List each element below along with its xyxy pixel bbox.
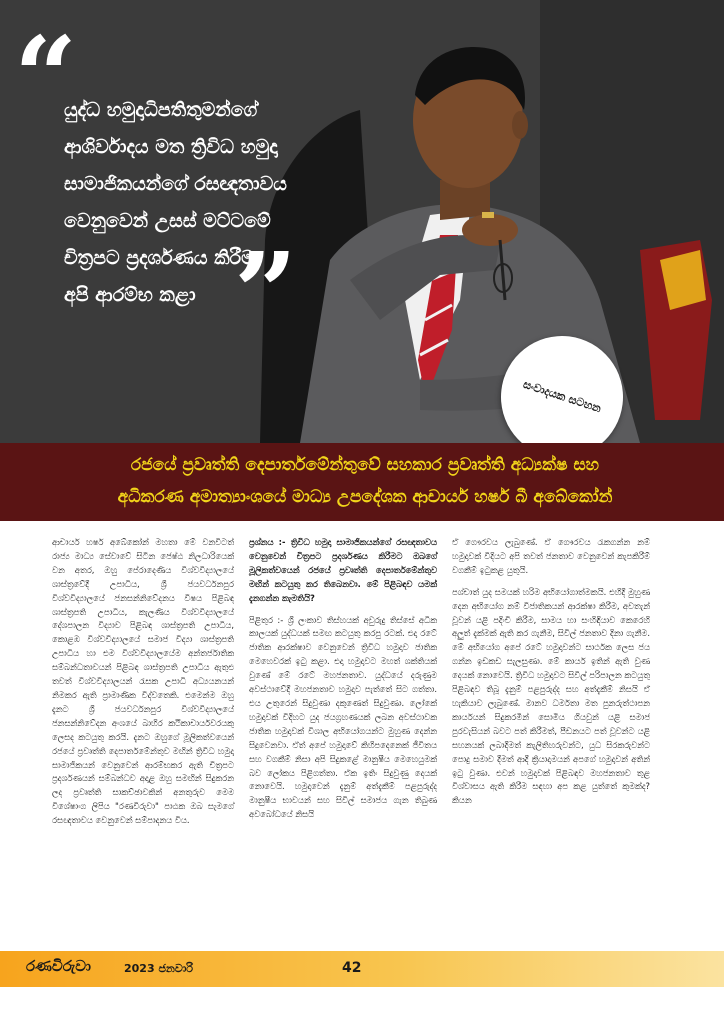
intro-paragraph: ආචාර්ය හර්ෂ අබේකෝන් මහතා මේ වනවිටත් රාජ්‍ය මාධ්‍ය සේවාවේ සිටින ජෙෂ්ඨ නිලධාරියෙක් වන අතර, ඔහු පේරාදෙණිය විශ්වවිද්‍යාලයේ ශාස්ත්‍රවේදී උපාධිය, ශ්‍රී ජයවර්ධනපුර විශ්වවිද්‍යාලයේ ජනසන්නිවේදනය විෂය පිළිබඳ ශාස්ත්‍රපති උපාධිය, කැලණිය විශ්වවිද්‍යාලයේ දේශපාලන විද්‍යාව පිළිබඳ ශාස්ත්‍රපති උපාධිය, කොළඹ විශ්වවිද්‍යාලයේ සමාජ විද්‍යා ශාස්ත්‍රපති උපාධිය හා එම විශ්වවිද්‍යාලයේම අන්තර්ජාතික සම්බන්ධතාවයන් පිළිබඳ ශාස්ත්‍රපති උපාධිය ඇතුළු තවත් විශ්වවිද්‍යාලයන් රැසක උපාධි අධ්‍යයනයන් නිමකර ඇති ප්‍රාමාණික විද්වතෙකි. එමෙන්ම ඔහු දැනට ශ්‍රී ජයවර්ධනපුර විශ්වවිද්‍යාලයේ ජනසන්නිවේදන අංශයේ බාහිර කථිකාචාර්යවරයකු ලෙසද කටයුතු කරයි. දැනට ඔහුගේ මූලිකත්වයෙන් රජයේ ප්‍රවෘත්ති දෙපාර්තමේන්තුව මඟින් ත්‍රිවිධ හමුදා සාමාජිකයන් වෙනුවෙන් ආරම්භකර ඇති චිත්‍රපට ප්‍රදර්ශණයන් සම්බන්ධව අදාළ ඔහු සමඟින් සිදුකරන ලද ප්‍රවෘත්ති සාකච්ඡාවකින් අනතුරුව මෙම විශේෂාංග ලිපිය "රණවිරුවා" පාඨක ඔබ සැමගේ රසඥතාවය වෙනුවෙන් සම්පාදනය විය. <box>52 537 234 826</box>
article-column-2 <box>249 536 437 830</box>
headline-line-1: රජයේ ප්‍රවෘත්ති දෙපාර්තමේන්තුවේ සහකාර ප්‍රවෘත්ති අධ්‍යක්ෂ සහ <box>130 455 600 475</box>
pull-quote-line: යුද්ධ හමුදාධිපතිතුමන්ගේ <box>64 99 258 121</box>
interview-question: ප්‍රශ්නය :- ත්‍රිවිධ හමුදා සාමාජිකයන්ගේ රසඥතාවය වෙනුවෙන් චිත්‍රපට ප්‍රදර්ශණය කිරීමට ඔබගේ මූලිකත්වයෙන් රජයේ ප්‍රවෘත්ති දෙපාර්තමේන්තුව මඟින් කටයුතු කර තිබෙනවා. මේ පිළිබඳව යමක් දැනගන්න කැමතියි? <box>249 537 437 603</box>
pull-quote-line: සාමාජිකයන්ගේ රසඥතාවය <box>64 173 287 195</box>
open-quote-mark: “ <box>14 12 78 141</box>
issue-date: 2023 ජනවාරි <box>124 962 193 975</box>
pull-quote-line: ආශිර්වාදය මත ත්‍රිවිධ හමුදා <box>64 136 278 158</box>
pull-quote <box>64 92 394 314</box>
seal-text: සංවාදයක සටහන <box>521 377 603 416</box>
pull-quote-line: අපි ආරම්භ කළා <box>64 284 196 306</box>
page-number: 42 <box>342 960 362 976</box>
answer-paragraph: පශ්චාත් යුද සමයක් හරිම අභියෝගාත්මකයි. එහිදී මුහුණ දෙන අභියෝග නම් විජාතිකයන් ආරක්ෂා කිරීම, අවතැන් වූවන් යළි පදිංචි කිරීම, සාමය හා සංහිඳියාව කෙරෙහි අලුත් දැක්මක් ඇති කර ගැනීම, සිවිල් ජනතාව දිනා ගැනීම. මේ අභියෝග අපේ රටේ හමුදාවන්ට සාර්ථක ලෙස ජය ගන්න ඉඩකඩ සැලසුණා. මේ කාර්ය ඉතින් ඇති වුණ දෙයක් නොවෙයි. ත්‍රිවිධ හමුදාවට සිවිල් පරිපාලන කටයුතු පිළිබඳව තිබූ දැනුම් පළපුරුද්ද සහ අත්දැකීම් නිසයි ඒ හැකියාව ලැබුණේ. මානව ධර්මතා මත පුනරුත්ථාපන කාර්යයන් සිදුකරමින් සොමිය ගියවුන් යළි සමාජ පුරවැසියන් බවට පත් කිරීමත්, පීඩනයට පත් වූවන්ට යළි සහනයක් ලබාදීමත් කැලිතිහරුවන්ට, යුධ සිරකරුවන්ට පොදු සමාව දීමත් ආදී ක්‍රියාදාමයන් අපගේ හමුදාවන් අතින් ඉටු වුණා. එවන් හමුදාවක් පිළිබඳව මහජනතාව තුළ විශ්වාසය ඇති කිරීම සඳහා අප කළ යුත්තේ කුමක්ද? කියන <box>452 586 650 806</box>
pull-quote-line: වෙනුවෙන් උසස් මට්ටමේ <box>64 210 271 232</box>
headline-line-2: අධිකරණ අමාත්‍යාංශයේ මාධ්‍ය උපදේශක ආචාර්ය හර්ෂ බී අබේකෝන් <box>117 487 613 507</box>
headline <box>20 449 710 513</box>
headline-banner <box>0 443 724 521</box>
answer-continued-paragraph: ඒ ගෞරවය ලැබුණේ. ඒ ගෞරවය රැකගන්න නම් හමුදාවක් විදියට අපි තවත් ජනතාව වෙනුවෙන් කැපකිරීම් වගකීම් ඉටුකළ යුතුයි. <box>452 537 650 575</box>
hero-section <box>0 0 724 443</box>
magazine-logo: රණවිරුවා <box>26 957 91 975</box>
page-footer <box>0 951 724 987</box>
pull-quote-line: චිත්‍රපට ප්‍රදර්ශණය කිරීම <box>64 247 255 269</box>
footer-bar <box>0 951 724 987</box>
article-column-3 <box>452 536 650 816</box>
close-quote-mark: ” <box>234 228 298 357</box>
article-column-1 <box>52 536 234 836</box>
interview-answer: පිළිතුර :- ශ්‍රී ලංකාව තිස්හයක් අවුරුදු තිස්සේ අධික කාලයක් යුද්ධයක් සමඟ කටයුතු කරපු රටක්. එදා රටේ ජාතික ආරක්ෂාව වෙනුවෙන් ත්‍රිවිධ හමුදාව ජාතික මෙහෙවරක් ඉටු කළා. එදා හමුදාවට මහත් ශක්තියක් වුණේ මේ රටේ මහජනතාව. යුද්ධයේ දරුණුම අවස්ථාවේදී මහජනතාව හමුදාව පැත්තේ සිට ගත්තා. එය උතුරෙන් සිදුවුණා දකුණෙත් සිදුවුණා. ලෝකේ හමුදාවක් විදිහට යුද ජයග්‍රහණයක් ලබන අවස්ථාවක ජාතික හමුදාවක් විශාල අභියෝගයන්ට මුහුණ දෙන්න සිදුවෙනවා. ඒත් අපේ හමුදාවේ කිහිපදෙනෙක් ජීවිතය සහ වගකීම් නිසා අපි සිදුකළේ මානුෂීය මෙහෙයුමක් බව ලෝකය පිළිගත්තා. ඒක ඉතිං සිදුවුණු දෙයක් නොවෙයි. හමුදාවෙන් දැනුම් අත්දැකීම් පළපුරුද්ද මානුෂීය භාවයන් සහ සිවිල් සමාජය ගැන තිබුණ අවබෝධයේ නිසයි <box>249 614 437 820</box>
